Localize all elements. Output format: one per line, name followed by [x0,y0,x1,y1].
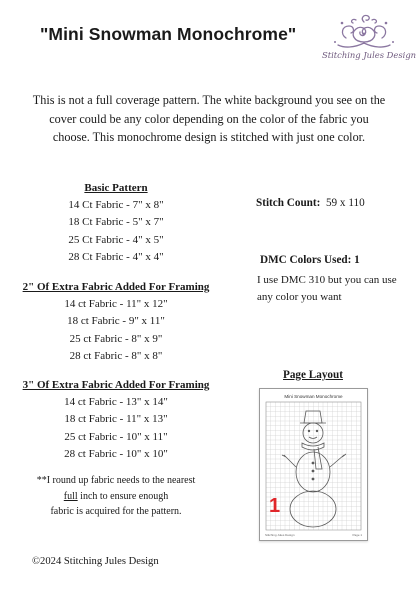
extra-2in-section [0,279,232,365]
thumbnail-footer-left: Stitching Jules Design [265,533,295,537]
fabric-size-row: 18 ct Fabric - 9" x 11" [67,315,165,328]
stitch-count-label: Stitch Count: [256,197,321,209]
fabric-size-row: 14 Ct Fabric - 7" x 8" [68,199,164,212]
fabric-size-row: 14 ct Fabric - 11" x 12" [64,298,168,311]
thumbnail-footer-right: Page 1 [352,533,362,537]
fabric-size-row: 25 ct Fabric - 10" x 11" [64,430,168,443]
note-line: **I round up fabric needs to the nearest [36,475,196,486]
stitch-count-value: 59 x 110 [325,197,365,209]
thumbnail-title: Mini Snowman Monochrome [284,394,343,399]
logo-text: Stitching Jules Design [322,50,416,60]
dmc-heading: DMC Colors Used: 1 [260,254,360,266]
note-underlined-word: full [63,490,78,502]
extra-3in-heading: 3" Of Extra Fabric Added For Framing [22,379,210,391]
intro-paragraph: This is not a full coverage pattern. The white background you see on the cover could be any color depending on the color of the fabric you choose. This monochrome design is stitched with just one color. [32,93,386,144]
page-layout-heading: Page Layout [283,369,343,381]
note-line-rest: inch to ensure enough [77,490,169,502]
stitch-count [256,197,365,209]
fabric-size-row: 25 ct Fabric - 8" x 9" [69,332,163,345]
fabric-size-row: 25 Ct Fabric - 4" x 5" [68,233,164,246]
note-line [8,489,224,505]
fabric-size-row: 28 ct Fabric - 8" x 8" [69,349,163,362]
fabric-size-row: 18 Ct Fabric - 5" x 7" [68,216,164,229]
page-number-marker: 1 [269,495,281,517]
basic-pattern-section [0,180,232,266]
note-line: fabric is acquired for the pattern. [50,506,182,517]
fabric-size-row: 28 ct Fabric - 10" x 10" [64,447,168,460]
fabric-size-row: 18 ct Fabric - 11" x 13" [64,413,168,426]
fabric-size-row: 28 Ct Fabric - 4" x 4" [68,250,164,263]
rounding-note [8,473,224,520]
page-title: "Mini Snowman Monochrome" [40,24,297,44]
dmc-body: I use DMC 310 but you can use any color you want [257,274,397,303]
copyright: ©2024 Stitching Jules Design [32,556,159,567]
basic-pattern-heading: Basic Pattern [84,182,148,194]
fabric-size-row: 14 ct Fabric - 13" x 14" [64,396,168,409]
extra-2in-heading: 2" Of Extra Fabric Added For Framing [22,281,210,293]
extra-3in-section [0,377,232,463]
page-layout-thumbnail [259,388,368,541]
